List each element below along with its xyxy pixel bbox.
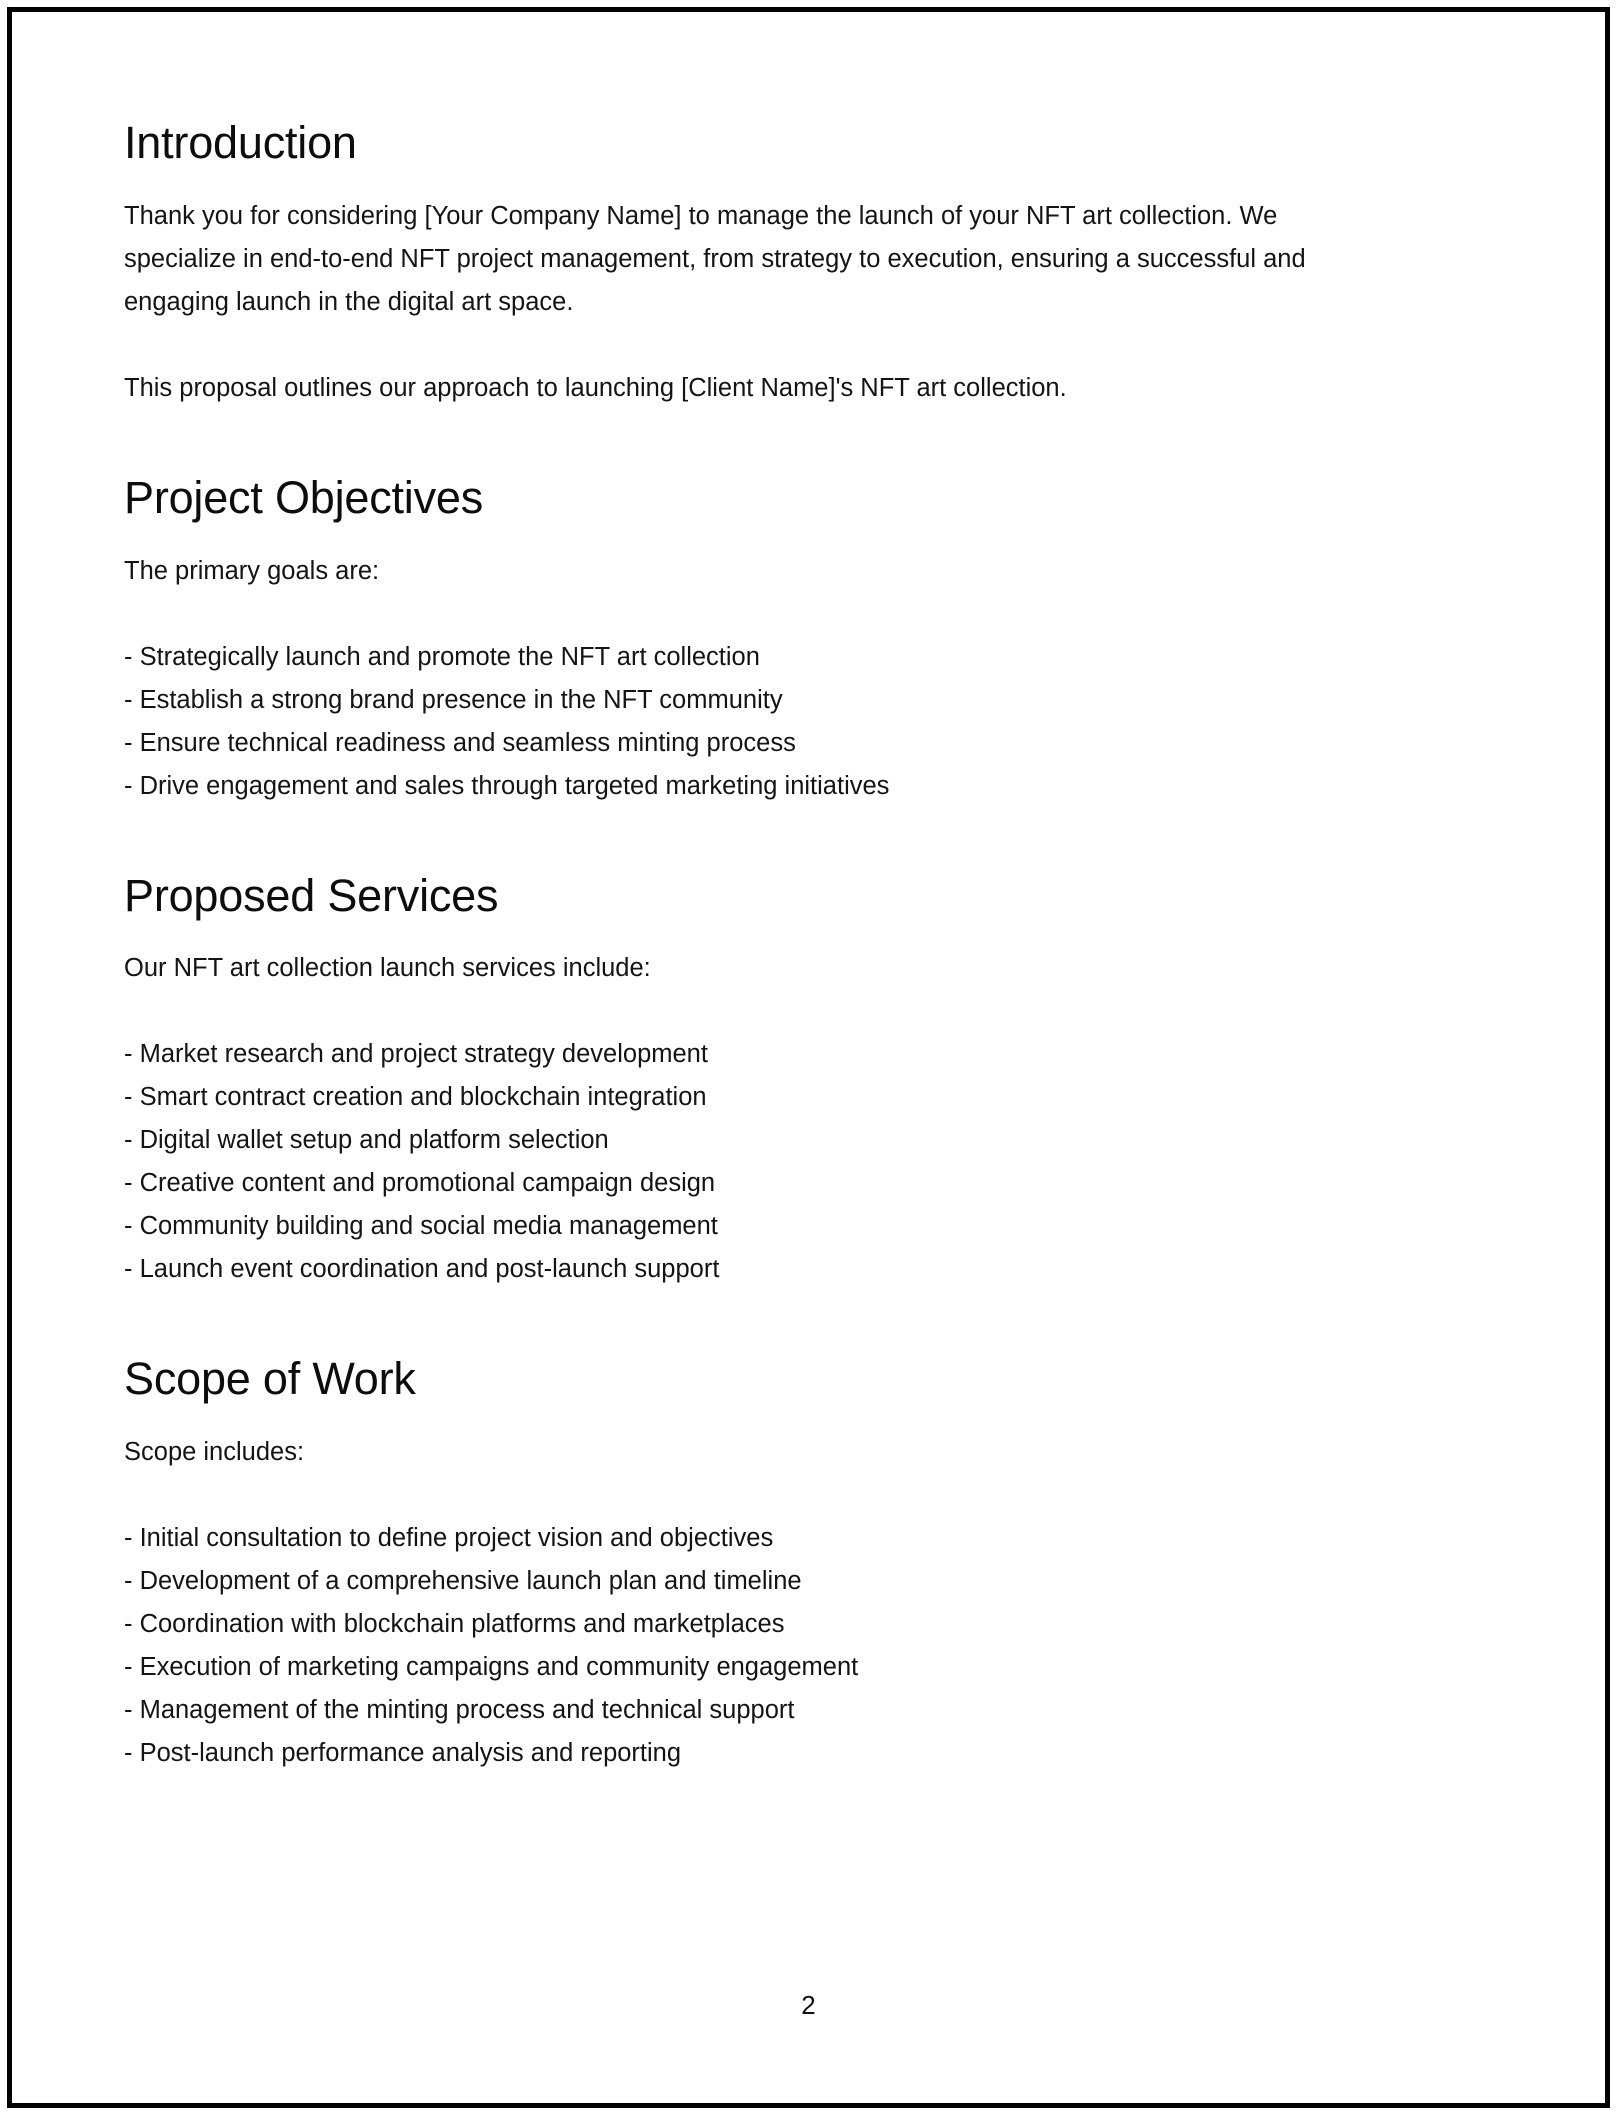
list-item: - Digital wallet setup and platform selection (124, 1126, 609, 1155)
objectives-list (124, 636, 1444, 808)
list-item: - Coordination with blockchain platforms and marketplaces (124, 1610, 785, 1638)
list-item: - Establish a strong brand presence in the NFT community (124, 685, 783, 714)
paragraph-intro-2: This proposal outlines our approach to launching [Client Name]'s NFT art collection. (124, 373, 1067, 402)
document-page-frame (7, 7, 1610, 2108)
section-heading-proposed-services: Proposed Services (124, 869, 499, 921)
list-item: - Development of a comprehensive launch plan and timeline (124, 1567, 802, 1595)
section-heading-scope-of-work: Scope of Work (124, 1353, 416, 1405)
list-item: - Execution of marketing campaigns and community engagement (124, 1653, 859, 1681)
document-body (124, 117, 1444, 1775)
list-item: - Drive engagement and sales through targeted marketing initiatives (124, 771, 890, 800)
list-item: - Ensure technical readiness and seamless minting process (124, 728, 796, 757)
section-heading-introduction: Introduction (124, 117, 357, 168)
scope-list (124, 1517, 1444, 1775)
section-scope-of-work (124, 1353, 1444, 1775)
paragraph-intro-1: Thank you for considering [Your Company Name] to manage the launch of your NFT art collection. We specialize in end-to-end NFT project management, from strategy to execution, ensuring a successful and engaging launch in the digital art space. (124, 201, 1306, 316)
section-introduction (124, 117, 1444, 410)
list-item: - Creative content and promotional campaign design (124, 1169, 716, 1198)
list-item: - Initial consultation to define project vision and objectives (124, 1524, 774, 1552)
paragraph-scope-intro: Scope includes: (124, 1438, 305, 1466)
list-item: - Post-launch performance analysis and reporting (124, 1739, 682, 1767)
section-proposed-services (124, 870, 1444, 1292)
page-number: 2 (801, 1990, 816, 2020)
list-item: - Strategically launch and promote the NFT art collection (124, 642, 760, 671)
section-project-objectives (124, 472, 1444, 808)
list-item: - Community building and social media management (124, 1212, 718, 1241)
section-heading-project-objectives: Project Objectives (124, 471, 484, 523)
paragraph-services-intro: Our NFT art collection launch services include: (124, 954, 651, 983)
list-item: - Market research and project strategy development (124, 1040, 708, 1069)
list-item: - Launch event coordination and post-launch support (124, 1255, 720, 1284)
paragraph-objectives-intro: The primary goals are: (124, 556, 380, 585)
list-item: - Smart contract creation and blockchain integration (124, 1083, 707, 1112)
services-list (124, 1033, 1444, 1291)
list-item: - Management of the minting process and technical support (124, 1696, 795, 1724)
